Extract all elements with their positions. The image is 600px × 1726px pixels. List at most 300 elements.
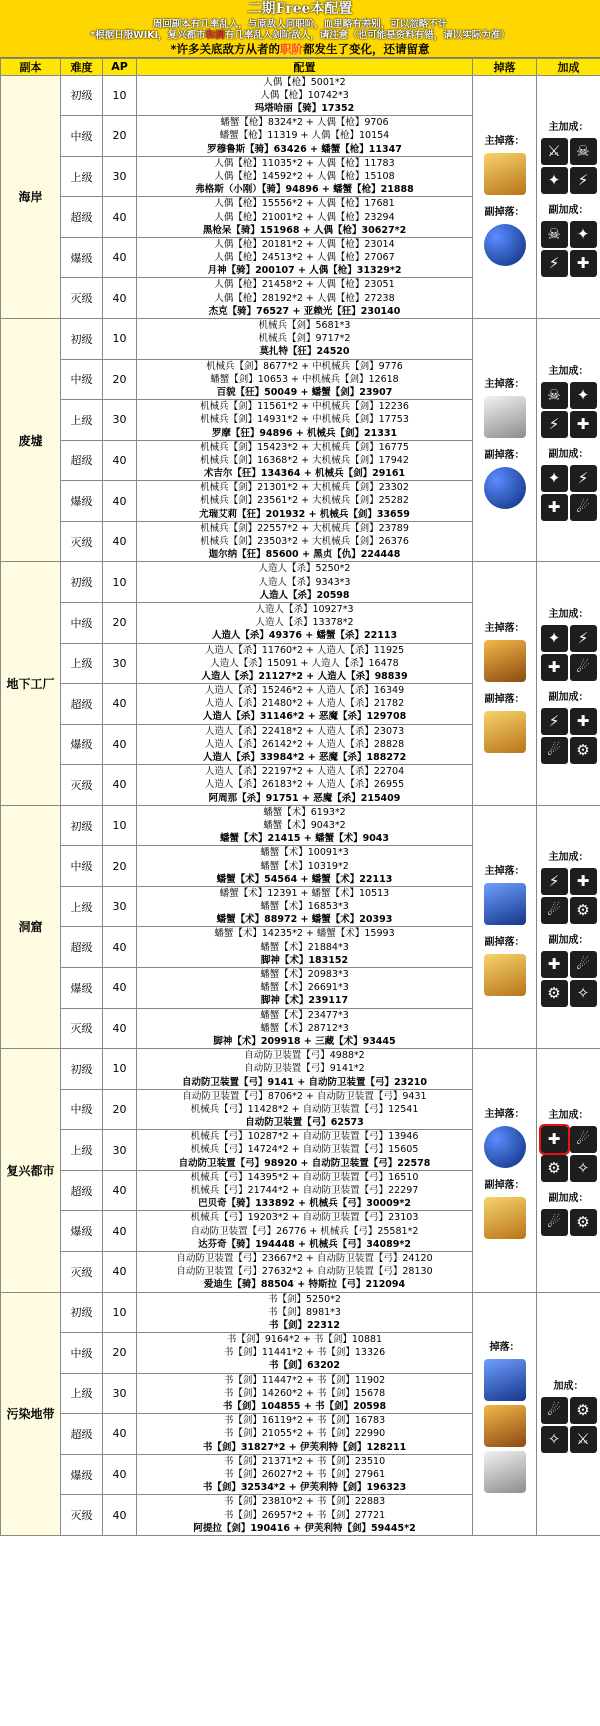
enemy-config [137, 116, 473, 157]
wave-line: 人偶【枪】21001*2 + 人偶【枪】23294 [214, 211, 395, 223]
ap-cost: 40 [103, 1454, 137, 1495]
wave-line: 人造人【杀】21127*2 + 人造人【杀】98839 [201, 670, 408, 682]
enemy-config [137, 724, 473, 765]
table-row [1, 805, 600, 846]
ap-cost: 10 [103, 1049, 137, 1090]
class-bonus-icon: ⚔ [541, 138, 568, 165]
enemy-config [137, 278, 473, 319]
class-bonus-icon: ⚙ [570, 737, 597, 764]
enemy-config [137, 521, 473, 562]
class-bonus-icon: ⚡ [541, 411, 568, 438]
ap-cost: 20 [103, 846, 137, 887]
wave-line: 自动防卫装置【弓】9141 + 自动防卫装置【弓】23210 [181, 1076, 428, 1088]
wave-line: 人造人【杀】22197*2 + 人造人【杀】22704 [204, 766, 405, 778]
difficulty: 超级 [61, 684, 103, 725]
wave-line: 罗摩【狂】94896 + 机械兵【剑】21331 [211, 427, 398, 439]
wave-line: 机械兵【剑】11561*2 + 中机械兵【剑】12236 [200, 401, 409, 413]
wave-line: 蟠蟹【枪】11319 + 人偶【枪】10154 [219, 130, 390, 142]
material-icon [484, 711, 526, 753]
enemy-config [137, 481, 473, 522]
wave-line: 蟠蟹【术】21415 + 蟠蟹【术】9043 [219, 833, 390, 845]
bonus-cell [537, 562, 600, 805]
difficulty: 灭级 [61, 1251, 103, 1292]
difficulty: 初级 [61, 75, 103, 116]
wave-line: 阿提拉【剑】190416 + 伊芙利特【剑】59445*2 [193, 1522, 416, 1534]
drop-label: 副掉落： [484, 206, 525, 218]
zone-name: 污染地带 [1, 1292, 61, 1535]
drop-cell [473, 1292, 537, 1535]
class-bonus-icon: ☠ [541, 382, 568, 409]
wave-line: 书【剑】22312 [268, 1319, 341, 1331]
difficulty: 初级 [61, 1292, 103, 1333]
wave-line: 书【剑】26957*2 + 书【剑】27721 [223, 1509, 386, 1521]
drop-label: 主掉落： [484, 865, 525, 877]
wave-line: 术吉尔【狂】134364 + 机械兵【剑】29161 [203, 468, 406, 480]
enemy-config [137, 562, 473, 603]
wave-line: 书【剑】5250*2 [268, 1293, 341, 1305]
wave-line: 机械兵【剑】15423*2 + 大机械兵【剑】16775 [200, 441, 409, 453]
class-bonus-icon: ☠ [541, 221, 568, 248]
wave-line: 脚神【术】239117 [260, 995, 349, 1007]
difficulty: 中级 [61, 359, 103, 400]
difficulty: 爆级 [61, 481, 103, 522]
enemy-config [137, 75, 473, 116]
zone-name: 海岸 [1, 75, 61, 318]
note-3: *许多关底敌方从者的职阶都发生了变化，还请留意 [170, 42, 430, 57]
page-header [0, 0, 600, 58]
drop-label: 副掉落： [484, 450, 525, 462]
class-bonus-icon: ✧ [541, 1426, 568, 1453]
class-bonus-icon: ☄ [570, 654, 597, 681]
class-bonus-icon: ⚡ [570, 625, 597, 652]
class-bonus-icon: ✚ [541, 951, 568, 978]
wave-line: 蟠蟹【术】12391 + 蟠蟹【术】10513 [219, 887, 390, 899]
wave-line: 书【剑】23810*2 + 书【剑】22883 [223, 1496, 386, 1508]
difficulty: 初级 [61, 805, 103, 846]
difficulty: 爆级 [61, 1454, 103, 1495]
class-bonus-icon: ✧ [570, 1155, 597, 1182]
zone-name: 洞窟 [1, 805, 61, 1048]
wave-line: 书【剑】104855 + 书【剑】20598 [222, 1401, 387, 1412]
bonus-label: 主加成： [548, 1110, 589, 1122]
difficulty: 上级 [61, 643, 103, 684]
wave-line: 蟠蟹【术】54564 + 蟠蟹【术】22113 [216, 873, 393, 885]
table-row [1, 1049, 600, 1090]
difficulty: 中级 [61, 116, 103, 157]
wave-line: 人造人【杀】22418*2 + 人造人【杀】23073 [204, 725, 405, 737]
bonus-cell [537, 1292, 600, 1535]
wave-line: 玛塔哈丽【骑】17352 [254, 103, 355, 114]
wave-line: 人造人【杀】5250*2 [258, 563, 351, 575]
enemy-config [137, 1211, 473, 1252]
col-diff: 难度 [61, 58, 103, 75]
wave-line: 人偶【枪】15556*2 + 人偶【枪】17681 [214, 198, 395, 210]
ap-cost: 40 [103, 1251, 137, 1292]
ap-cost: 40 [103, 1008, 137, 1049]
wave-line: 机械兵【剑】23503*2 + 大机械兵【剑】26376 [200, 536, 409, 547]
wave-line: 机械兵【剑】5681*3 [258, 320, 351, 331]
bonus-cell [537, 1049, 600, 1292]
col-drop: 掉落 [473, 58, 537, 75]
wave-line: 蟠蟹【术】6193*2 [263, 806, 346, 818]
wave-line: 机械兵【弓】14724*2 + 自动防卫装置【弓】15605 [190, 1144, 419, 1156]
wave-line: 人偶【枪】5001*2 [263, 76, 346, 88]
wave-line: 蟠蟹【术】14235*2 + 蟠蟹【术】15993 [214, 928, 395, 940]
ap-cost: 40 [103, 1211, 137, 1252]
difficulty: 初级 [61, 1049, 103, 1090]
difficulty: 上级 [61, 886, 103, 927]
wave-line: 人造人【杀】15091 + 人造人【杀】16478 [210, 657, 399, 669]
class-bonus-icon: ✧ [570, 980, 597, 1007]
class-bonus-icon: ⚙ [541, 1155, 568, 1182]
difficulty: 灭级 [61, 1495, 103, 1536]
wave-line: 书【剑】21055*2 + 书【剑】22990 [223, 1428, 386, 1440]
ap-cost: 40 [103, 1414, 137, 1455]
wave-line: 机械兵【弓】11428*2 + 自动防卫装置【弓】12541 [190, 1103, 419, 1115]
class-bonus-icon: ✚ [541, 654, 568, 681]
column-header-row [1, 58, 600, 75]
material-icon [484, 1451, 526, 1493]
wave-line: 书【剑】31827*2 + 伊芙利特【剑】128211 [202, 1441, 407, 1453]
wave-line: 蟠蟹【术】88972 + 蟠蟹【术】20393 [216, 914, 393, 926]
class-bonus-icon: ☄ [570, 494, 597, 521]
table-row [1, 319, 600, 360]
ap-cost: 30 [103, 400, 137, 441]
wave-line: 人造人【杀】33984*2 + 恶魔【杀】188272 [202, 752, 407, 763]
free-quest-table [0, 58, 600, 1536]
ap-cost: 20 [103, 359, 137, 400]
difficulty: 初级 [61, 562, 103, 603]
class-bonus-icon: ✚ [570, 250, 597, 277]
drop-cell [473, 562, 537, 805]
class-bonus-icon: ⚙ [570, 897, 597, 924]
enemy-config [137, 1292, 473, 1333]
difficulty: 超级 [61, 1170, 103, 1211]
bonus-label: 副加成： [548, 692, 589, 704]
wave-line: 自动防卫装置【弓】26776 + 机械兵【弓】25581*2 [190, 1225, 419, 1237]
class-bonus-icon: ☄ [541, 1397, 568, 1424]
drop-label: 副掉落： [484, 693, 525, 705]
class-bonus-icon: ✦ [541, 465, 568, 492]
enemy-config [137, 1049, 473, 1090]
class-bonus-icon: ⚙ [570, 1397, 597, 1424]
ap-cost: 40 [103, 197, 137, 238]
class-bonus-icon: ☠ [570, 138, 597, 165]
col-config: 配置 [137, 58, 473, 75]
wave-line: 机械兵【剑】21301*2 + 大机械兵【剑】23302 [200, 482, 409, 494]
ap-cost: 10 [103, 75, 137, 116]
bonus-label: 加成： [553, 1380, 584, 1392]
wave-line: 弗格斯（小刚）【骑】94896 + 蟠蟹【枪】21888 [195, 184, 414, 196]
wave-line: 机械兵【剑】23561*2 + 大机械兵【剑】25282 [200, 495, 409, 507]
class-bonus-icon: ✚ [541, 494, 568, 521]
wave-line: 人造人【杀】49376 + 蟠蟹【杀】22113 [211, 630, 398, 642]
table-row [1, 1292, 600, 1333]
wave-line: 书【剑】26027*2 + 书【剑】27961 [223, 1468, 386, 1480]
table-row [1, 75, 600, 116]
difficulty: 上级 [61, 400, 103, 441]
class-bonus-icon: ✦ [570, 382, 597, 409]
col-ap: AP [103, 58, 137, 75]
material-icon [484, 883, 526, 925]
bonus-label: 主加成： [548, 122, 589, 134]
drop-label: 副掉落： [484, 1180, 525, 1192]
enemy-config [137, 237, 473, 278]
class-bonus-icon: ☄ [541, 1209, 568, 1236]
wave-line: 机械兵【弓】19203*2 + 自动防卫装置【弓】23103 [190, 1212, 419, 1224]
enemy-config [137, 319, 473, 360]
class-bonus-icon: ✦ [541, 167, 568, 194]
wave-line: 蟠蟹【术】10319*2 [260, 860, 349, 872]
drop-label: 副掉落： [484, 936, 525, 948]
enemy-config [137, 440, 473, 481]
enemy-config [137, 1130, 473, 1171]
wave-line: 人偶【枪】20181*2 + 人偶【枪】23014 [214, 238, 395, 250]
wave-line: 人造人【杀】31146*2 + 恶魔【杀】129708 [202, 711, 407, 723]
difficulty: 超级 [61, 197, 103, 238]
bonus-cell [537, 75, 600, 318]
ap-cost: 40 [103, 927, 137, 968]
class-bonus-icon: ☄ [541, 897, 568, 924]
enemy-config [137, 359, 473, 400]
difficulty: 爆级 [61, 968, 103, 1009]
enemy-config [137, 1008, 473, 1049]
wave-line: 蟠蟹【术】20983*3 [260, 969, 349, 980]
material-icon [484, 640, 526, 682]
wave-line: 人造人【杀】9343*3 [258, 576, 351, 588]
wave-line: 脚神【术】183152 [260, 954, 349, 966]
difficulty: 爆级 [61, 1211, 103, 1252]
ap-cost: 40 [103, 440, 137, 481]
difficulty: 灭级 [61, 765, 103, 806]
difficulty: 中级 [61, 1089, 103, 1130]
wave-line: 自动防卫装置【弓】23667*2 + 自动防卫装置【弓】24120 [176, 1252, 433, 1264]
wave-line: 书【剑】11447*2 + 书【剑】11902 [223, 1374, 386, 1386]
wave-line: 月神【骑】200107 + 人偶【枪】31329*2 [207, 265, 402, 277]
class-bonus-icon: ☄ [570, 1126, 597, 1153]
wave-line: 蟠蟹【术】9043*2 [263, 819, 346, 831]
enemy-config [137, 805, 473, 846]
wave-line: 书【剑】9164*2 + 书【剑】10881 [226, 1334, 383, 1346]
col-bonus: 加成 [537, 58, 600, 75]
enemy-config [137, 400, 473, 441]
wave-line: 杰克【骑】76527 + 亚赖光【狂】230140 [208, 305, 401, 317]
material-icon [484, 1359, 526, 1401]
ap-cost: 20 [103, 602, 137, 643]
ap-cost: 40 [103, 684, 137, 725]
difficulty: 上级 [61, 1130, 103, 1171]
ap-cost: 40 [103, 765, 137, 806]
wave-line: 书【剑】14260*2 + 书【剑】15678 [223, 1387, 386, 1399]
wave-line: 书【剑】21371*2 + 书【剑】23510 [223, 1455, 386, 1467]
material-icon [484, 954, 526, 996]
wave-line: 人偶【枪】14592*2 + 人偶【枪】15108 [214, 170, 395, 182]
enemy-config [137, 846, 473, 887]
bonus-label: 副加成： [548, 205, 589, 217]
drop-cell [473, 319, 537, 562]
col-zone: 副本 [1, 58, 61, 75]
wave-line: 蟠蟹【术】16853*3 [260, 901, 349, 913]
ap-cost: 10 [103, 805, 137, 846]
wave-line: 机械兵【剑】14931*2 + 中机械兵【剑】17753 [200, 414, 409, 426]
ap-cost: 20 [103, 1333, 137, 1374]
wave-line: 爱迪生【骑】88504 + 特斯拉【弓】212094 [203, 1279, 406, 1291]
material-icon [484, 467, 526, 509]
drop-label: 主掉落： [484, 1109, 525, 1121]
drop-cell [473, 805, 537, 1048]
enemy-config [137, 602, 473, 643]
bonus-label: 副加成： [548, 935, 589, 947]
enemy-config [137, 156, 473, 197]
wave-line: 人偶【枪】24513*2 + 人偶【枪】27067 [214, 252, 395, 264]
wave-line: 人造人【杀】26142*2 + 人造人【杀】28828 [204, 738, 405, 750]
wave-line: 书【剑】16119*2 + 书【剑】16783 [223, 1415, 386, 1427]
material-icon [484, 224, 526, 266]
ap-cost: 30 [103, 156, 137, 197]
enemy-config [137, 968, 473, 1009]
bonus-label: 主加成： [548, 609, 589, 621]
ap-cost: 30 [103, 643, 137, 684]
ap-cost: 40 [103, 1170, 137, 1211]
class-bonus-icon: ⚡ [570, 167, 597, 194]
class-bonus-icon: ⚡ [541, 250, 568, 277]
ap-cost: 10 [103, 562, 137, 603]
wave-line: 自动防卫装置【弓】9141*2 [244, 1063, 365, 1075]
wave-line: 人偶【枪】11035*2 + 人偶【枪】11783 [214, 157, 395, 169]
wave-line: 罗穆鲁斯【骑】63426 + 蟠蟹【枪】11347 [207, 143, 402, 155]
enemy-config [137, 1251, 473, 1292]
material-icon [484, 1126, 526, 1168]
class-bonus-icon: ⚡ [541, 868, 568, 895]
enemy-config [137, 1414, 473, 1455]
wave-line: 蟠蟹【术】21884*3 [260, 941, 349, 953]
difficulty: 中级 [61, 846, 103, 887]
wave-line: 书【剑】11441*2 + 书【剑】13326 [223, 1347, 386, 1359]
difficulty: 超级 [61, 440, 103, 481]
wave-line: 巴贝奇【骑】133892 + 机械兵【弓】30009*2 [198, 1198, 411, 1210]
difficulty: 灭级 [61, 521, 103, 562]
difficulty: 超级 [61, 927, 103, 968]
enemy-config [137, 886, 473, 927]
difficulty: 中级 [61, 602, 103, 643]
ap-cost: 20 [103, 116, 137, 157]
material-icon [484, 1405, 526, 1447]
enemy-config [137, 684, 473, 725]
material-icon [484, 153, 526, 195]
class-bonus-icon: ⚔ [570, 1426, 597, 1453]
wave-line: 人造人【杀】11760*2 + 人造人【杀】11925 [204, 644, 405, 656]
zone-name: 废墟 [1, 319, 61, 562]
zone-name: 复兴都市 [1, 1049, 61, 1292]
wave-line: 人造人【杀】13378*2 [255, 617, 354, 629]
ap-cost: 10 [103, 1292, 137, 1333]
wave-line: 自动防卫装置【弓】62573 [245, 1117, 364, 1129]
enemy-config [137, 765, 473, 806]
wave-line: 达芬奇【骑】194448 + 机械兵【弓】34089*2 [198, 1238, 411, 1250]
ap-cost: 30 [103, 1373, 137, 1414]
wave-line: 百貌【狂】50049 + 蟠蟹【剑】23907 [216, 386, 393, 398]
wave-line: 书【剑】63202 [268, 1360, 341, 1372]
bonus-cell [537, 319, 600, 562]
difficulty: 上级 [61, 156, 103, 197]
wave-line: 机械兵【剑】16368*2 + 大机械兵【剑】17942 [200, 454, 409, 466]
enemy-config [137, 197, 473, 238]
bonus-label: 主加成： [548, 852, 589, 864]
ap-cost: 40 [103, 724, 137, 765]
difficulty: 爆级 [61, 724, 103, 765]
wave-line: 黑枪呆【骑】151968 + 人偶【枪】30627*2 [202, 224, 407, 236]
ap-cost: 20 [103, 1089, 137, 1130]
wave-line: 书【剑】32534*2 + 伊芙利特【剑】196323 [202, 1482, 407, 1494]
drop-cell [473, 1049, 537, 1292]
wave-line: 自动防卫装置【弓】98920 + 自动防卫装置【弓】22578 [178, 1157, 431, 1169]
wave-line: 蟠蟹【枪】8324*2 + 人偶【枪】9706 [220, 117, 389, 129]
wave-line: 蟠蟹【剑】10653 + 中机械兵【剑】12618 [210, 373, 399, 385]
wave-line: 人造人【杀】21480*2 + 人造人【杀】21782 [204, 698, 405, 710]
wave-line: 人造人【杀】10927*3 [255, 603, 354, 615]
bonus-label: 副加成： [548, 1193, 589, 1205]
class-bonus-icon: ✚ [570, 708, 597, 735]
wave-line: 蟠蟹【术】28712*3 [260, 1022, 349, 1034]
class-bonus-icon: ⚙ [570, 1209, 597, 1236]
class-bonus-icon: ☄ [541, 737, 568, 764]
zone-name: 地下工厂 [1, 562, 61, 805]
enemy-config [137, 927, 473, 968]
wave-line: 人造人【杀】20598 [259, 589, 350, 601]
wave-line: 机械兵【弓】14395*2 + 自动防卫装置【弓】16510 [190, 1171, 419, 1183]
enemy-config [137, 1495, 473, 1536]
wave-line: 机械兵【剑】22557*2 + 大机械兵【剑】23789 [200, 522, 409, 534]
wave-line: 自动防卫装置【弓】8706*2 + 自动防卫装置【弓】9431 [182, 1090, 427, 1102]
class-bonus-icon: ✚ [570, 411, 597, 438]
class-bonus-icon: ⚙ [541, 980, 568, 1007]
wave-line: 机械兵【剑】9717*2 [258, 333, 351, 345]
drop-label: 主掉落： [484, 622, 525, 634]
bonus-cell [537, 805, 600, 1048]
note-1: 周回副本有几率乱入，与原敌人同职阶，血里略有差别，可以忽略不计 [152, 18, 448, 30]
ap-cost: 40 [103, 278, 137, 319]
wave-line: 迦尔纳【狂】85600 + 黑贞【仇】224448 [208, 549, 401, 561]
difficulty: 灭级 [61, 278, 103, 319]
class-bonus-icon: ☄ [570, 951, 597, 978]
wave-line: 蟠蟹【术】26691*3 [260, 982, 349, 994]
table-row [1, 562, 600, 603]
wave-line: 机械兵【剑】8677*2 + 中机械兵【剑】9776 [206, 360, 403, 372]
difficulty: 初级 [61, 319, 103, 360]
difficulty: 中级 [61, 1333, 103, 1374]
class-bonus-icon: ⚡ [570, 465, 597, 492]
wave-line: 脚神【术】209918 + 三藏【术】93445 [213, 1035, 396, 1047]
class-bonus-icon: ⚡ [541, 708, 568, 735]
wave-line: 阿周那【杀】91751 + 恶魔【杀】215409 [208, 792, 401, 804]
wave-line: 莫扎特【狂】24520 [259, 346, 350, 358]
ap-cost: 30 [103, 1130, 137, 1171]
wave-line: 人偶【枪】28192*2 + 人偶【枪】27238 [214, 292, 395, 304]
ap-cost: 40 [103, 481, 137, 522]
enemy-config [137, 1454, 473, 1495]
wave-line: 自动防卫装置【弓】4988*2 [244, 1050, 365, 1062]
page-title: 二期Free本配置 [247, 1, 353, 17]
wave-line: 机械兵【弓】10287*2 + 自动防卫装置【弓】13946 [190, 1131, 419, 1143]
material-icon [484, 1197, 526, 1239]
ap-cost: 40 [103, 521, 137, 562]
wave-line: 蟠蟹【术】23477*3 [260, 1009, 349, 1021]
class-bonus-icon: ✦ [541, 625, 568, 652]
bonus-label: 副加成： [548, 448, 589, 460]
difficulty: 上级 [61, 1373, 103, 1414]
difficulty: 灭级 [61, 1008, 103, 1049]
wave-line: 人偶【枪】21458*2 + 人偶【枪】23051 [214, 279, 395, 291]
